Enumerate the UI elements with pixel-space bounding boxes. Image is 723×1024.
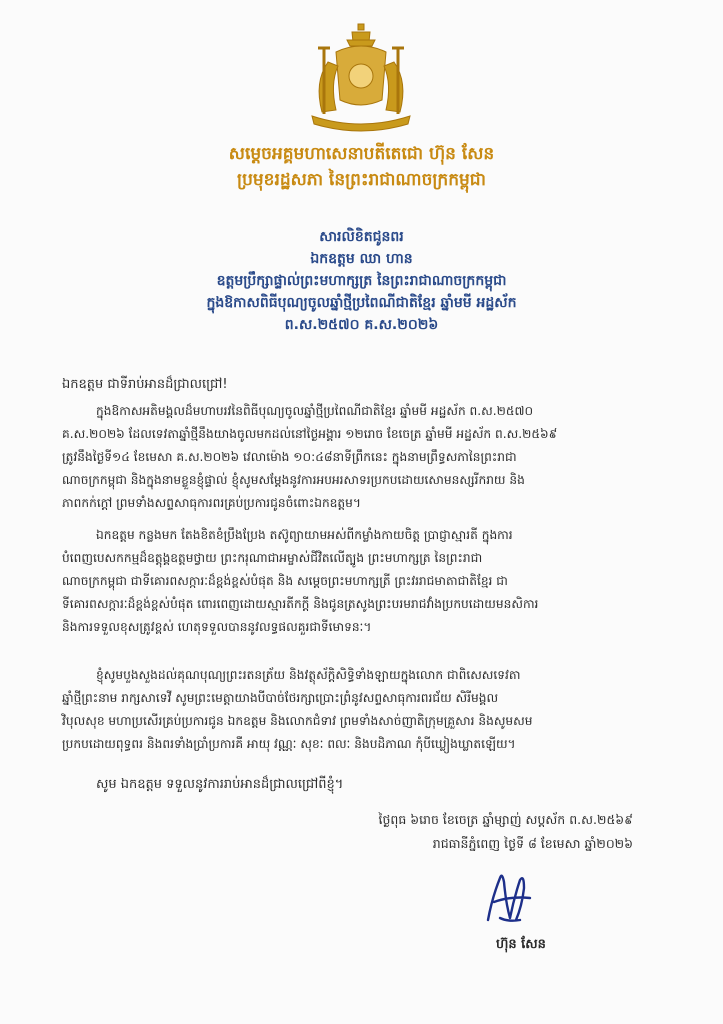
p1-line-1: ក្នុងឱកាសអតិមង្គលដ៏មហាបរវនៃពិធីបុណ្យចូលឆ្នាំថ្មីប្រពៃណីជាតិខ្មែរ ឆ្នាំមមី អដ្ឋស័ក ព.ស.២៥៧០: [96, 404, 534, 418]
closing-line: សូម ឯកឧត្តម ទទួលនូវការរាប់អានដ៏ជ្រាលជ្រៅពីខ្ញុំ។: [96, 777, 344, 792]
p3-line-4: ប្រកបដោយពុទ្ធពរ និងពរទាំងប្រាំប្រការគឺ អាយុ វណ្ណៈ សុខៈ ពលៈ និងបដិភាណ កុំបីឃ្លៀងឃ្លាតឡើយ។: [62, 737, 516, 751]
signature-name: ហ៊ុន សែន: [496, 937, 546, 952]
title-line-2: ឯកឧត្តម ឈា ហាន: [310, 251, 413, 267]
p1-line-5: ភាពកក់ក្ដៅ ព្រមទាំងសព្ទសាធុការពរគ្រប់ប្រការជូនចំពោះឯកឧត្តម។: [62, 496, 361, 510]
p3-line-1: ខ្ញុំសូមបួងសួងដល់គុណបុណ្យព្រះរតនត្រ័យ និងវត្ថុស័ក្តិសិទ្ធិទាំងឡាយក្នុងលោក ជាពិសេសទេវតា: [96, 668, 521, 682]
royal-coat-of-arms-emblem: [302, 22, 420, 132]
header-name-line: សម្ដេចអគ្គមហាសេនាបតីតេជោ ហ៊ុន សែន: [228, 144, 495, 164]
p2-line-1: ឯកឧត្តម កន្លងមក តែងខិតខំប្រឹងប្រែង តស៊ូព្យាយាមអស់ពីកម្លាំងកាយចិត្ត ប្រាជ្ញាស្មារតី ក្នុងការ: [96, 528, 513, 542]
p1-line-4: ណាចក្រកម្ពុជា និងក្នុងនាមខ្លួនខ្ញុំផ្ទាល់ ខ្ញុំសូមសម្ដែងនូវការអបអរសាទរប្រកបដោយសោមនស្សរីករាយ និង: [62, 473, 525, 487]
title-line-5: ព.ស.២៥៧០ គ.ស.២០២៦: [284, 317, 439, 333]
p3-line-3: វិបុលសុខ មហាប្រសើរគ្រប់ប្រការជូន ឯកឧត្តម និងលោកជំទាវ ព្រមទាំងសាច់ញាតិក្រុមគ្រួសារ និងសូមសម: [62, 714, 533, 728]
p2-line-5: និងការទទួលខុសត្រូវខ្ពស់ ហេតុទទួលបាននូវលទ្ធផលគួរជាទីមោទនៈ។: [62, 620, 372, 634]
title-line-3: ឧត្តមប្រឹក្សាផ្ទាល់ព្រះមហាក្សត្រ នៃព្រះរាជាណាចក្រកម្ពុជា: [216, 273, 507, 289]
title-line-1: សារលិខិតជូនពរ: [319, 229, 404, 245]
title-line-4: ក្នុងឱកាសពិធីបុណ្យចូលឆ្នាំថ្មីប្រពៃណីជាតិខ្មែរ ឆ្នាំមមី អដ្ឋស័ក: [206, 295, 517, 311]
date-gregorian-line: រាជធានីភ្នំពេញ ថ្ងៃទី ៨ ខែមេសា ឆ្នាំ២០២៦: [432, 836, 633, 851]
p1-line-3: ត្រូវនឹងថ្ងៃទី១៤ ខែមេសា គ.ស.២០២៦ វេលាម៉ោង ១០:៤៨នាទីព្រឹកនេះ ក្នុងនាមព្រឹទ្ធសភានៃព្រះរាជា: [62, 450, 517, 464]
handwritten-signature: [480, 868, 540, 928]
p2-line-2: បំពេញបេសកកម្មដ៏ឧត្ដុង្គឧត្ដមថ្វាយ ព្រះករុណាជាអម្ចាស់ជីវិតលើត្បូង ព្រះមហាក្សត្រ នៃព្រះរាជា: [62, 551, 483, 565]
salutation: ឯកឧត្តម ជាទីរាប់អានដ៏ជ្រាលជ្រៅ!: [62, 377, 228, 392]
header-position-line: ប្រមុខរដ្ឋសភា នៃព្រះរាជាណាចក្រកម្ពុជា: [237, 170, 486, 190]
date-lunar-line: ថ្ងៃពុធ ៦រោច ខែចេត្រ ឆ្នាំម្សាញ់ សប្តស័ក ព.ស.២៥៦៩: [378, 812, 633, 827]
p1-line-2: គ.ស.២០២៦ ដែលទេវតាឆ្នាំថ្មីនឹងយាងចូលមកដល់នៅថ្ងៃអង្គារ ១២រោច ខែចេត្រ ឆ្នាំមមី អដ្ឋស័ក ព.ស.២៥៦៩: [62, 427, 558, 441]
p2-line-4: ទីគោរពសក្ការៈដ៏ខ្ពង់ខ្ពស់បំផុត ពោរពេញដោយស្មារតីកក្ដី និងជូនត្រសូងព្រះបរមរាជវាំងប្រកបដោយមនសិការ: [62, 597, 539, 611]
p3-line-2: ឆ្នាំថ្មីព្រះនាម រាក្សសាទេវី សូមព្រះមេត្តាយាងបីបាច់ថែរក្សាប្រោះព្រំនូវសព្ទសាធុការពរជ័យ សិរីមង្គល: [62, 691, 499, 705]
p2-line-3: ណាចក្រកម្ពុជា ជាទីគោរពសក្ការៈដ៏ខ្ពង់ខ្ពស់បំផុត និង សម្ដេចព្រះមហាក្សត្រី ព្រះវររាជមាតាជាតិខ្មែរ ជា: [62, 574, 508, 588]
